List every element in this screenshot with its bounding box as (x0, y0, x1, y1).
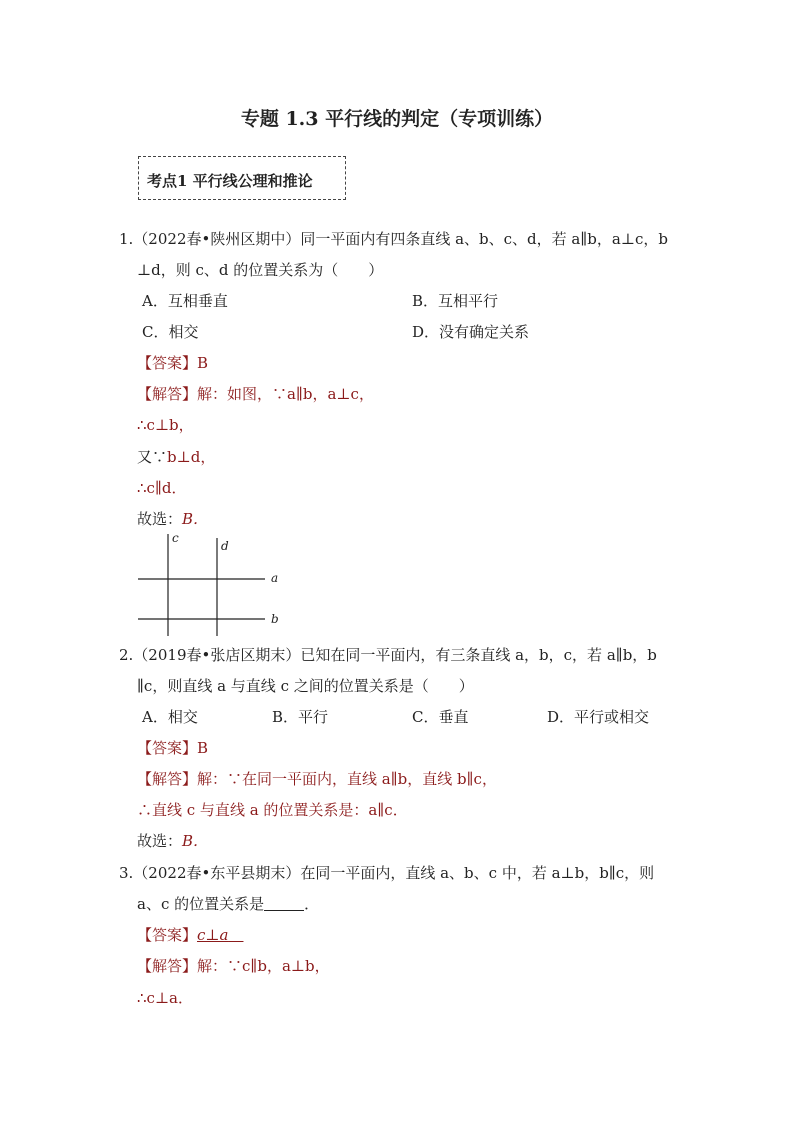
answer-label: 【答案】 (137, 354, 198, 372)
solution-text: B． (182, 832, 209, 850)
q2-solution-line2: ∴直线 c 与直线 a 的位置关系是：a∥c． (137, 801, 408, 819)
q2-option-a: A．相交 (142, 708, 198, 726)
q1-stem-line2: ⊥d，则 c、d 的位置关系为（ ） (137, 261, 384, 279)
solution-text: 解：∵c∥b，a⊥b， (197, 957, 330, 975)
solution-label: 【解答】 (137, 385, 198, 403)
q2-stem-line1: 2.（2019春•张店区期末）已知在同一平面内，有三条直线 a，b，c，若 a∥b，b (119, 646, 657, 664)
q2-answer (137, 737, 208, 758)
answer-label: 【答案】 (137, 739, 198, 757)
answer-value: B (197, 354, 209, 372)
q3-solution-line2: ∴c⊥a． (137, 989, 193, 1007)
stem-text: a、c 的位置关系是 (137, 895, 265, 913)
q1-solution-line1 (137, 383, 374, 404)
q1-option-a: A．互相垂直 (142, 292, 228, 310)
q1-stem-line1: 1.（2022春•陕州区期中）同一平面内有四条直线 a、b、c、d，若 a∥b，a⊥c，b (119, 230, 668, 248)
q1-solution-line3 (137, 446, 215, 467)
q1-answer (137, 352, 208, 373)
solution-text: B． (182, 510, 209, 528)
q1-option-d: D．没有确定关系 (412, 323, 530, 341)
q2-solution-line3 (137, 830, 208, 851)
solution-prefix: 又∵ (137, 448, 168, 466)
solution-text: 解：如图，∵a∥b，a⊥c， (197, 385, 374, 403)
q2-option-b: B．平行 (272, 708, 329, 726)
q2-option-d: D．平行或相交 (547, 708, 650, 726)
q3-solution-line1 (137, 955, 330, 976)
solution-label: 【解答】 (137, 957, 198, 975)
answer-value: c⊥a (197, 926, 229, 944)
solution-text: b⊥d， (167, 448, 216, 466)
q3-stem-line2 (137, 893, 319, 914)
stem-end: ． (304, 895, 320, 913)
answer-label: 【答案】 (137, 926, 198, 944)
topic-heading: 考点1 平行线公理和推论 (147, 172, 313, 190)
q1-solution-line2: ∴c⊥b， (137, 416, 194, 434)
q1-solution-line5 (137, 508, 208, 529)
answer-blank (264, 896, 304, 911)
q3-answer (137, 924, 243, 945)
solution-prefix: 故选： (137, 832, 183, 850)
label-c: c (172, 531, 179, 545)
solution-label: 【解答】 (137, 770, 198, 788)
q1-solution-line4: ∴c∥d． (137, 479, 187, 497)
q1-option-c: C．相交 (142, 323, 199, 341)
label-d: d (221, 539, 229, 553)
q2-option-c: C．垂直 (412, 708, 469, 726)
answer-value: B (197, 739, 209, 757)
q1-figure (130, 528, 290, 640)
q1-option-b: B．互相平行 (412, 292, 499, 310)
q3-stem-line1: 3.（2022春•东平县期末）在同一平面内，直线 a、b、c 中，若 a⊥b，b∥c，则 (119, 864, 655, 882)
solution-text: 解：∵在同一平面内，直线 a∥b，直线 b∥c， (197, 770, 497, 788)
label-a: a (271, 571, 279, 585)
label-b: b (271, 612, 279, 626)
solution-prefix: 故选： (137, 510, 183, 528)
page-title: 专题 1.3 平行线的判定（专项训练） (240, 108, 554, 130)
q2-stem-line2: ∥c，则直线 a 与直线 c 之间的位置关系是（ ） (137, 677, 474, 695)
q2-solution-line1 (137, 768, 497, 789)
